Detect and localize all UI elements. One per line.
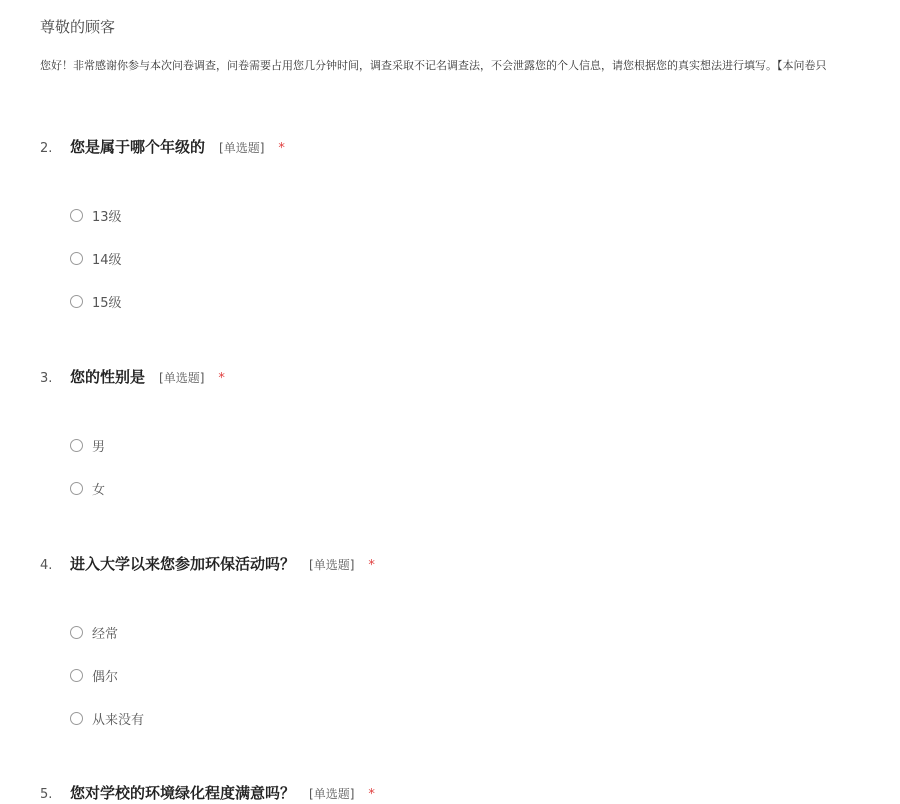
options-list <box>70 611 144 740</box>
option-label: 从来没有 <box>92 713 145 728</box>
question-type: [单选题] <box>309 558 355 572</box>
option-often[interactable] <box>70 611 144 654</box>
question-title: 您是属于哪个年级的 <box>70 138 206 156</box>
question-type: [单选题] <box>219 141 265 155</box>
options-list <box>70 424 105 510</box>
question-number: 4. <box>40 558 53 573</box>
radio-button[interactable] <box>70 295 83 308</box>
question-title: 您对学校的环境绿化程度满意吗？ <box>70 784 296 802</box>
question-header <box>40 366 880 388</box>
option-label: 偶尔 <box>92 670 119 685</box>
radio-button[interactable] <box>70 439 83 452</box>
question-header <box>40 553 880 575</box>
option-label: 经常 <box>92 627 119 642</box>
question-number: 3. <box>40 371 53 386</box>
required-marker: * <box>368 787 375 802</box>
required-marker: * <box>218 371 225 386</box>
question-number: 2. <box>40 141 53 156</box>
option-male[interactable] <box>70 424 105 467</box>
question-5 <box>40 782 880 804</box>
question-4 <box>40 553 880 728</box>
question-type: [单选题] <box>309 787 355 801</box>
required-marker: * <box>368 558 375 573</box>
option-sometimes[interactable] <box>70 654 144 697</box>
option-never[interactable] <box>70 697 144 740</box>
question-title: 您的性别是 <box>70 368 146 386</box>
question-number: 5. <box>40 787 53 802</box>
radio-button[interactable] <box>70 669 83 682</box>
intro-text: 您好！非常感谢你参与本次问卷调查，问卷需要占用您几分钟时间，调查采取不记名调查法，不会泄露您的个人信息，请您根据您的真实想法进行填写。【本问卷只 <box>40 59 827 72</box>
option-label: 13级 <box>92 210 122 225</box>
option-label: 女 <box>92 483 106 498</box>
question-header <box>40 136 880 158</box>
question-title: 进入大学以来您参加环保活动吗？ <box>70 555 296 573</box>
question-2 <box>40 136 880 311</box>
radio-button[interactable] <box>70 712 83 725</box>
question-header <box>40 782 880 804</box>
required-marker: * <box>278 141 285 156</box>
option-15-grade[interactable] <box>70 280 122 323</box>
options-list <box>70 194 122 323</box>
option-14-grade[interactable] <box>70 237 122 280</box>
question-type: [单选题] <box>159 371 205 385</box>
option-label: 男 <box>92 440 106 455</box>
option-female[interactable] <box>70 467 105 510</box>
radio-button[interactable] <box>70 209 83 222</box>
option-13-grade[interactable] <box>70 194 122 237</box>
radio-button[interactable] <box>70 482 83 495</box>
option-label: 14级 <box>92 253 122 268</box>
option-label: 15级 <box>92 296 122 311</box>
greeting-title: 尊敬的顾客 <box>40 18 116 36</box>
radio-button[interactable] <box>70 626 83 639</box>
radio-button[interactable] <box>70 252 83 265</box>
question-3 <box>40 366 880 498</box>
